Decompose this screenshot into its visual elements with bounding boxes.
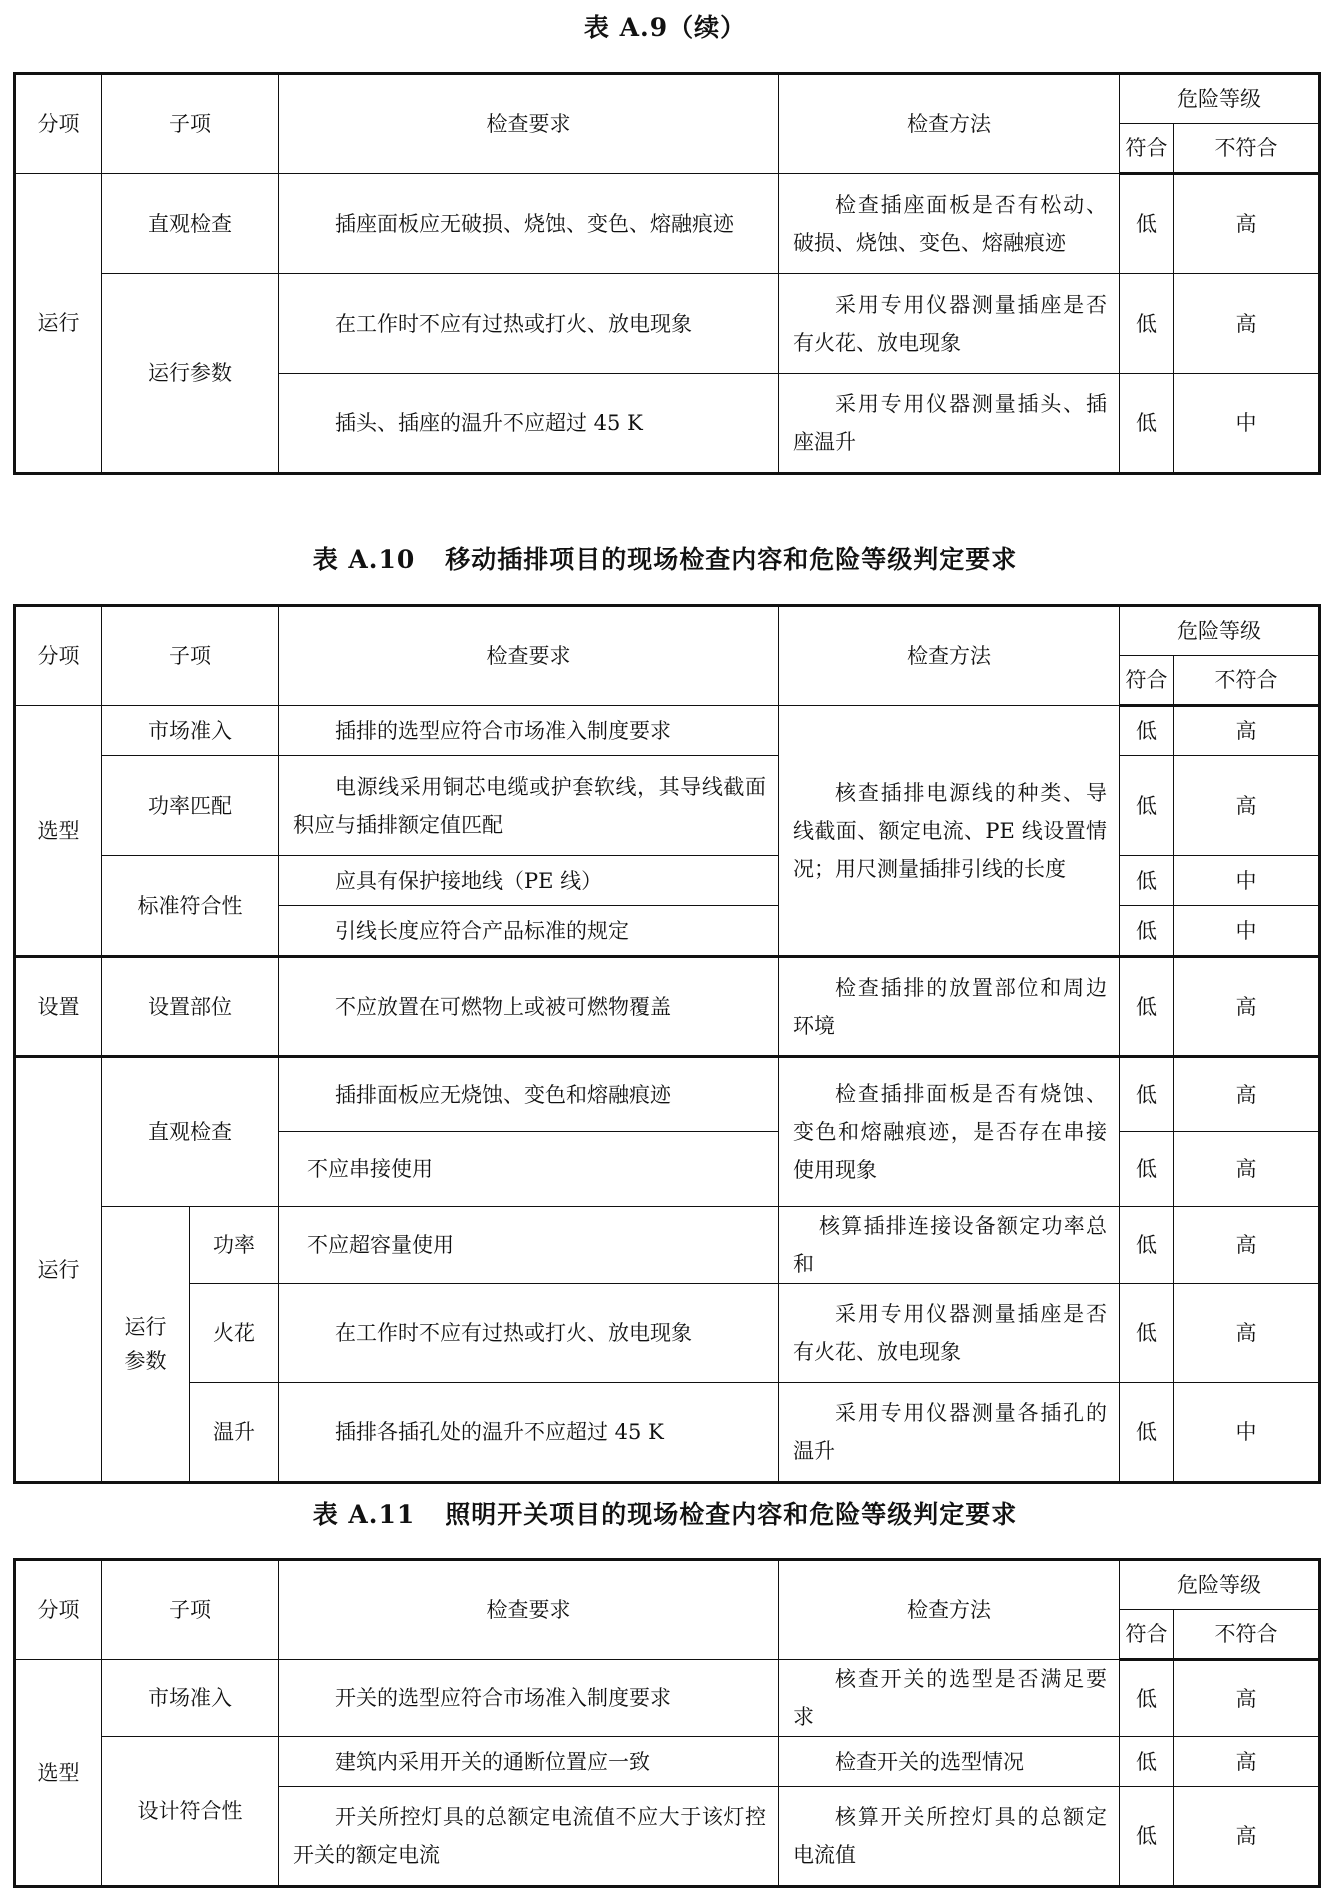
table-row (15, 856, 1320, 906)
table-row (15, 1207, 1320, 1284)
header-category: 分项 (15, 74, 102, 174)
table-row (15, 1383, 1320, 1483)
compliant-cell: 低 (1120, 756, 1174, 856)
subitem-cell: 设计符合性 (102, 1737, 279, 1887)
header-compliant: 符合 (1120, 1610, 1174, 1660)
subitem-cell: 运行参数 (102, 274, 279, 474)
noncompliant-cell: 高 (1174, 1057, 1320, 1132)
compliant-cell: 低 (1120, 906, 1174, 957)
table-row (15, 174, 1320, 274)
table-row (15, 1284, 1320, 1383)
noncompliant-cell: 中 (1174, 856, 1320, 906)
category-cell: 运行 (15, 174, 102, 474)
requirement-cell: 引线长度应符合产品标准的规定 (279, 906, 779, 957)
table-a9 (13, 72, 1321, 475)
requirement-cell: 插排面板应无烧蚀、变色和熔融痕迹 (279, 1057, 779, 1132)
compliant-cell: 低 (1120, 1057, 1174, 1132)
compliant-cell: 低 (1120, 957, 1174, 1057)
requirement-cell: 在工作时不应有过热或打火、放电现象 (279, 1284, 779, 1383)
method-cell: 检查插排的放置部位和周边环境 (779, 957, 1120, 1057)
table-row (15, 1057, 1320, 1132)
compliant-cell: 低 (1120, 1737, 1174, 1787)
subitem-cell (102, 1207, 190, 1483)
method-cell: 核算插排连接设备额定功率总和 (779, 1207, 1120, 1284)
table-row (15, 756, 1320, 856)
compliant-cell: 低 (1120, 274, 1174, 374)
subsubitem-cell: 火花 (190, 1284, 279, 1383)
noncompliant-cell: 高 (1174, 1207, 1320, 1284)
compliant-cell: 低 (1120, 856, 1174, 906)
table-a11-title (0, 1495, 1330, 1531)
header-noncompliant: 不符合 (1174, 124, 1320, 174)
table-a11-title-number: 表 A.11 (312, 1500, 416, 1529)
compliant-cell: 低 (1120, 174, 1174, 274)
subitem-cell: 直观检查 (102, 174, 279, 274)
subitem-cell: 设置部位 (102, 957, 279, 1057)
noncompliant-cell: 高 (1174, 1787, 1320, 1887)
noncompliant-cell: 中 (1174, 374, 1320, 474)
table-a11 (13, 1558, 1321, 1888)
noncompliant-cell: 高 (1174, 957, 1320, 1057)
subitem-cell: 市场准入 (102, 1660, 279, 1737)
method-cell: 采用专用仪器测量插头、插座温升 (779, 374, 1120, 474)
noncompliant-cell: 中 (1174, 1383, 1320, 1483)
requirement-cell: 在工作时不应有过热或打火、放电现象 (279, 274, 779, 374)
header-requirement: 检查要求 (279, 606, 779, 706)
method-cell: 采用专用仪器测量各插孔的温升 (779, 1383, 1120, 1483)
noncompliant-cell: 高 (1174, 1737, 1320, 1787)
requirement-cell: 不应超容量使用 (279, 1207, 779, 1284)
category-cell: 选型 (15, 706, 102, 957)
compliant-cell: 低 (1120, 1132, 1174, 1207)
category-cell: 设置 (15, 957, 102, 1057)
noncompliant-cell: 高 (1174, 756, 1320, 856)
header-category: 分项 (15, 1560, 102, 1660)
subsubitem-cell: 功率 (190, 1207, 279, 1284)
requirement-cell: 不应放置在可燃物上或被可燃物覆盖 (279, 957, 779, 1057)
header-subitem: 子项 (102, 606, 279, 706)
compliant-cell: 低 (1120, 1660, 1174, 1737)
method-cell: 采用专用仪器测量插座是否有火花、放电现象 (779, 1284, 1120, 1383)
requirement-cell: 插座面板应无破损、烧蚀、变色、熔融痕迹 (279, 174, 779, 274)
noncompliant-cell: 高 (1174, 706, 1320, 756)
compliant-cell: 低 (1120, 1207, 1174, 1284)
header-risk-level: 危险等级 (1120, 74, 1320, 124)
compliant-cell: 低 (1120, 374, 1174, 474)
table-a10-title-number: 表 A.10 (312, 545, 416, 574)
header-subitem: 子项 (102, 1560, 279, 1660)
table-row (15, 274, 1320, 374)
table-row (15, 1660, 1320, 1737)
method-cell: 检查开关的选型情况 (779, 1737, 1120, 1787)
operating-params-label: 运行参数 (124, 1315, 167, 1373)
requirement-cell: 应具有保护接地线（PE 线） (279, 856, 779, 906)
header-method: 检查方法 (779, 1560, 1120, 1660)
compliant-cell: 低 (1120, 706, 1174, 756)
header-compliant: 符合 (1120, 124, 1174, 174)
header-noncompliant: 不符合 (1174, 1610, 1320, 1660)
noncompliant-cell: 高 (1174, 174, 1320, 274)
table-a10 (13, 604, 1321, 1484)
noncompliant-cell: 高 (1174, 1132, 1320, 1207)
header-row (15, 606, 1320, 656)
requirement-cell: 不应串接使用 (279, 1132, 779, 1207)
noncompliant-cell: 中 (1174, 906, 1320, 957)
requirement-cell: 插排的选型应符合市场准入制度要求 (279, 706, 779, 756)
subitem-cell: 市场准入 (102, 706, 279, 756)
table-a10-title (0, 540, 1330, 576)
table-a11-title-text: 照明开关项目的现场检查内容和危险等级判定要求 (445, 1500, 1018, 1529)
header-compliant: 符合 (1120, 656, 1174, 706)
method-cell: 检查插排面板是否有烧蚀、变色和熔融痕迹，是否存在串接使用现象 (779, 1057, 1120, 1207)
method-cell: 采用专用仪器测量插座是否有火花、放电现象 (779, 274, 1120, 374)
header-category: 分项 (15, 606, 102, 706)
category-cell: 运行 (15, 1057, 102, 1483)
subsubitem-cell: 温升 (190, 1383, 279, 1483)
noncompliant-cell: 高 (1174, 1660, 1320, 1737)
compliant-cell: 低 (1120, 1284, 1174, 1383)
compliant-cell: 低 (1120, 1383, 1174, 1483)
subitem-cell: 功率匹配 (102, 756, 279, 856)
header-row (15, 74, 1320, 124)
requirement-cell: 开关所控灯具的总额定电流值不应大于该灯控开关的额定电流 (279, 1787, 779, 1887)
requirement-cell: 建筑内采用开关的通断位置应一致 (279, 1737, 779, 1787)
subitem-cell: 直观检查 (102, 1057, 279, 1207)
table-row (15, 957, 1320, 1057)
header-subitem: 子项 (102, 74, 279, 174)
subitem-cell: 标准符合性 (102, 856, 279, 957)
table-a10-title-text: 移动插排项目的现场检查内容和危险等级判定要求 (445, 545, 1018, 574)
noncompliant-cell: 高 (1174, 1284, 1320, 1383)
method-cell: 检查插座面板是否有松动、破损、烧蚀、变色、熔融痕迹 (779, 174, 1120, 274)
header-requirement: 检查要求 (279, 74, 779, 174)
method-cell: 核查开关的选型是否满足要求 (779, 1660, 1120, 1737)
category-cell: 选型 (15, 1660, 102, 1887)
requirement-cell: 开关的选型应符合市场准入制度要求 (279, 1660, 779, 1737)
compliant-cell: 低 (1120, 1787, 1174, 1887)
requirement-cell: 插排各插孔处的温升不应超过 45 K (279, 1383, 779, 1483)
noncompliant-cell: 高 (1174, 274, 1320, 374)
table-row (15, 706, 1320, 756)
header-method: 检查方法 (779, 606, 1120, 706)
method-cell: 核算开关所控灯具的总额定电流值 (779, 1787, 1120, 1887)
header-risk-level: 危险等级 (1120, 1560, 1320, 1610)
header-risk-level: 危险等级 (1120, 606, 1320, 656)
header-row (15, 1560, 1320, 1610)
method-cell: 核查插排电源线的种类、导线截面、额定电流、PE 线设置情况；用尺测量插排引线的长度 (779, 706, 1120, 957)
header-requirement: 检查要求 (279, 1560, 779, 1660)
requirement-cell: 电源线采用铜芯电缆或护套软线，其导线截面积应与插排额定值匹配 (279, 756, 779, 856)
table-a9-title (0, 8, 1330, 44)
table-row (15, 1737, 1320, 1787)
header-noncompliant: 不符合 (1174, 656, 1320, 706)
table-a9-title-text: 表 A.9（续） (583, 13, 747, 42)
requirement-cell: 插头、插座的温升不应超过 45 K (279, 374, 779, 474)
header-method: 检查方法 (779, 74, 1120, 174)
